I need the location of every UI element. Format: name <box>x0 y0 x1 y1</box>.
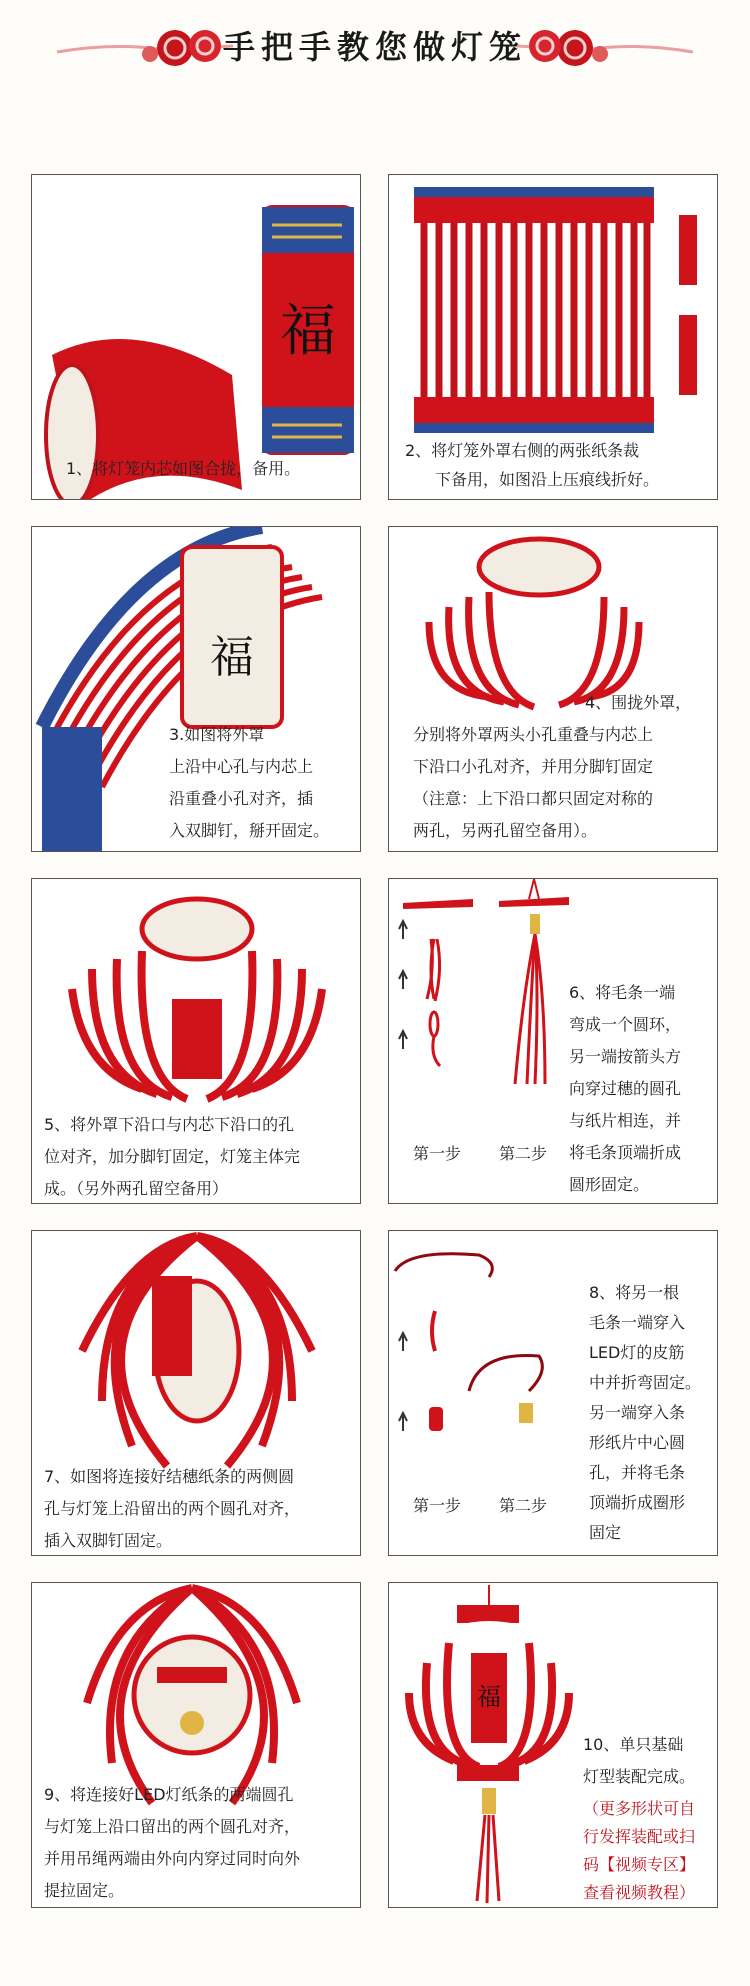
step-7-caption-line-1: 7、如图将连接好结穗纸条的两侧圆 <box>44 1467 295 1486</box>
svg-text:福: 福 <box>210 632 254 683</box>
step-10-panel <box>388 1582 718 1908</box>
step-9-caption-line-3: 并用吊绳两端由外向内穿过同时向外 <box>44 1849 301 1868</box>
step-6-step2-label: 第二步 <box>499 1144 548 1163</box>
step-6-caption-line-6: 将毛条顶端折成 <box>569 1143 682 1162</box>
step-8-caption-line-4: 中并折弯固定。 <box>589 1373 702 1392</box>
step-5-panel <box>31 878 361 1204</box>
step-8-caption-line-5: 另一端穿入条 <box>589 1403 686 1422</box>
step-6-panel <box>388 878 718 1204</box>
step-1-caption: 1、将灯笼内芯如图合拢，备用。 <box>66 459 301 478</box>
step-6-caption-line-4: 向穿过穗的圆孔 <box>569 1079 682 1098</box>
step-3-caption-line-2: 上沿中心孔与内芯上 <box>169 757 314 776</box>
step-10-note-line-3: 码【视频专区】 <box>583 1855 696 1874</box>
step-7-caption-line-3: 插入双脚钉固定。 <box>44 1531 173 1550</box>
step-4-caption-line-5: 两孔，另两孔留空备用）。 <box>413 821 598 840</box>
step-8-step1-label: 第一步 <box>413 1496 462 1515</box>
step-6-caption-line-7: 圆形固定。 <box>569 1175 650 1194</box>
step-2-panel <box>388 174 718 500</box>
step-4-caption-line-3: 下沿口小孔对齐，并用分脚钉固定 <box>413 757 654 776</box>
step-2-caption-line-2: 下备用，如图沿上压痕线折好。 <box>435 470 660 489</box>
step-4-caption-line-1: 4、围拢外罩， <box>585 693 692 712</box>
step-9-panel <box>31 1582 361 1908</box>
step-8-panel <box>388 1230 718 1556</box>
step-9-caption-line-2: 与灯笼上沿口留出的两个圆孔对齐， <box>44 1817 301 1836</box>
step-8-caption-line-8: 顶端折成圈形 <box>589 1493 686 1512</box>
step-6-step1-label: 第一步 <box>413 1144 462 1163</box>
step-6-caption-line-2: 弯成一个圆环， <box>569 1015 682 1034</box>
step-8-caption-line-7: 孔，并将毛条 <box>589 1463 686 1482</box>
step-5-caption-line-2: 位对齐，加分脚钉固定，灯笼主体完 <box>44 1147 301 1166</box>
step-4-panel <box>388 526 718 852</box>
step-10-caption-line-1: 10、单只基础 <box>583 1735 684 1754</box>
step-4-caption-line-4: （注意：上下沿口都只固定对称的 <box>413 789 654 808</box>
step-9-caption-line-1: 9、将连接好LED灯纸条的两端圆孔 <box>44 1785 294 1804</box>
step-1-panel <box>31 174 361 500</box>
step-3-caption-line-4: 入双脚钉，掰开固定。 <box>169 821 330 840</box>
svg-text:福: 福 <box>280 299 336 364</box>
step-9-caption-line-4: 提拉固定。 <box>44 1881 125 1900</box>
step-8-step2-label: 第二步 <box>499 1496 548 1515</box>
auspicious-cloud-right-icon <box>515 22 695 72</box>
step-5-caption-line-3: 成。（另外两孔留空备用） <box>44 1179 229 1198</box>
step-8-caption-line-2: 毛条一端穿入 <box>589 1313 686 1332</box>
step-10-note-line-4: 查看视频教程） <box>583 1883 696 1902</box>
step-10-note-line-2: 行发挥装配或扫 <box>583 1827 696 1846</box>
step-10-note-line-1: （更多形状可自 <box>583 1799 696 1818</box>
step-3-caption-line-3: 沿重叠小孔对齐，插 <box>169 789 314 808</box>
step-8-caption-line-3: LED灯的皮筋 <box>589 1343 685 1362</box>
step-7-panel <box>31 1230 361 1556</box>
page-title: 手把手教您做灯笼 <box>222 28 527 66</box>
step-6-caption-line-1: 6、将毛条一端 <box>569 983 676 1002</box>
step-6-caption-line-3: 另一端按箭头方 <box>569 1047 682 1066</box>
lantern-inner-core-illustration <box>32 175 361 500</box>
page-header <box>0 0 750 110</box>
svg-text:福: 福 <box>477 1683 501 1711</box>
step-6-caption-line-5: 与纸片相连，并 <box>569 1111 682 1130</box>
step-5-caption-line-1: 5、将外罩下沿口与内芯下沿口的孔 <box>44 1115 295 1134</box>
step-4-caption-line-2: 分别将外罩两头小孔重叠与内芯上 <box>413 725 654 744</box>
step-8-caption-line-6: 形纸片中心圆 <box>589 1433 686 1452</box>
step-3-caption-line-1: 3.如图将外罩 <box>169 725 265 744</box>
step-10-caption-line-2: 灯型装配完成。 <box>583 1767 696 1786</box>
step-7-caption-line-2: 孔与灯笼上沿留出的两个圆孔对齐， <box>44 1499 301 1518</box>
step-8-caption-line-9: 固定 <box>589 1523 622 1542</box>
step-3-panel <box>31 526 361 852</box>
step-2-caption-line-1: 2、将灯笼外罩右侧的两张纸条裁 <box>405 441 640 460</box>
step-8-caption-line-1: 8、将另一根 <box>589 1283 680 1302</box>
